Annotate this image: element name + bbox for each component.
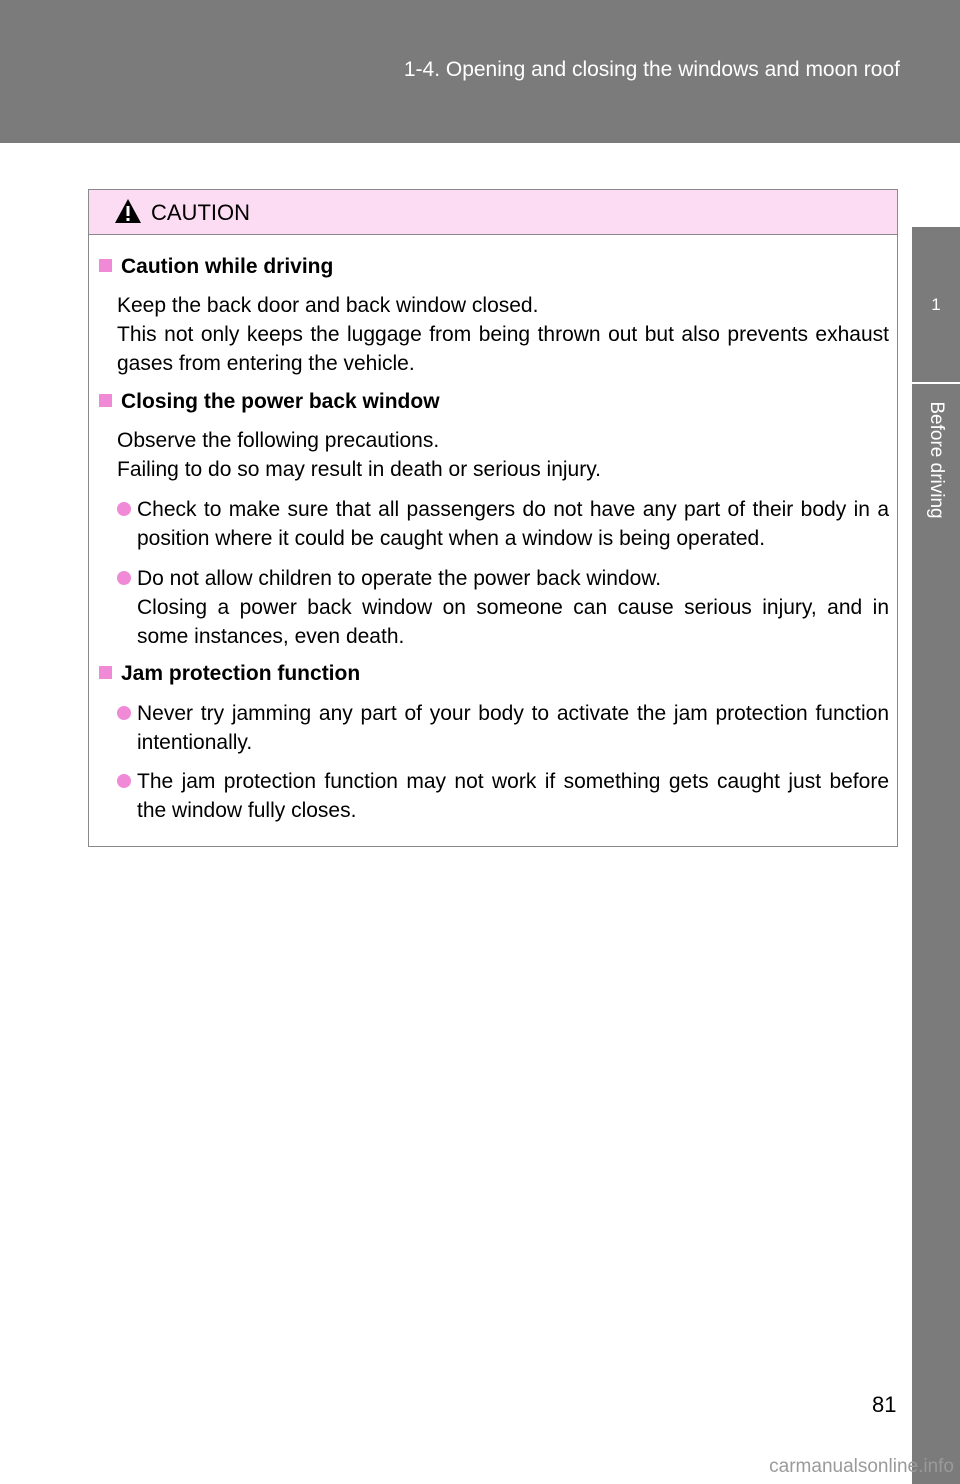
page-number: 81	[872, 1392, 897, 1417]
chapter-tab	[912, 384, 960, 1484]
section-heading-jam: Jam protection function	[99, 662, 360, 686]
caution-title: CAUTION	[151, 200, 250, 225]
round-bullet-icon	[117, 502, 131, 516]
watermark: carmanualsonline.info	[769, 1456, 954, 1477]
section-title: 1-4. Opening and closing the windows and moon roof	[403, 58, 900, 81]
round-bullet-icon	[117, 774, 131, 788]
list-item: Never try jamming any part of your body to activate the jam protection function intentionally.	[117, 699, 889, 757]
body-text: This not only keeps the luggage from being thrown out but also prevents exhaust gases from entering the vehicle.	[117, 323, 889, 375]
chapter-label: Before driving	[926, 401, 947, 519]
list-item-continuation: Closing a power back window on someone can cause serious injury, and in some instances, even death.	[137, 596, 889, 648]
round-bullet-icon	[117, 706, 131, 720]
body-text: Failing to do so may result in death or serious injury.	[117, 458, 602, 481]
section-heading-driving: Caution while driving	[99, 255, 333, 279]
body-text: Observe the following precautions.	[117, 429, 440, 452]
warning-icon	[114, 198, 142, 224]
caution-header	[89, 190, 897, 235]
list-item: Do not allow children to operate the power back window.	[117, 564, 889, 593]
caution-box	[88, 189, 898, 847]
list-item: The jam protection function may not work if something gets caught just before the window fully closes.	[117, 767, 889, 825]
header-bar	[0, 0, 960, 143]
section-heading-closing: Closing the power back window	[99, 390, 440, 414]
chapter-number: 1	[931, 294, 941, 314]
round-bullet-icon	[117, 571, 131, 585]
square-bullet-icon	[99, 259, 112, 272]
chapter-number-tab	[912, 227, 960, 382]
square-bullet-icon	[99, 666, 112, 679]
body-text: Keep the back door and back window closed.	[117, 294, 539, 317]
list-item: Check to make sure that all passengers do not have any part of their body in a position where it could be caught when a window is being operated.	[117, 495, 889, 553]
square-bullet-icon	[99, 394, 112, 407]
